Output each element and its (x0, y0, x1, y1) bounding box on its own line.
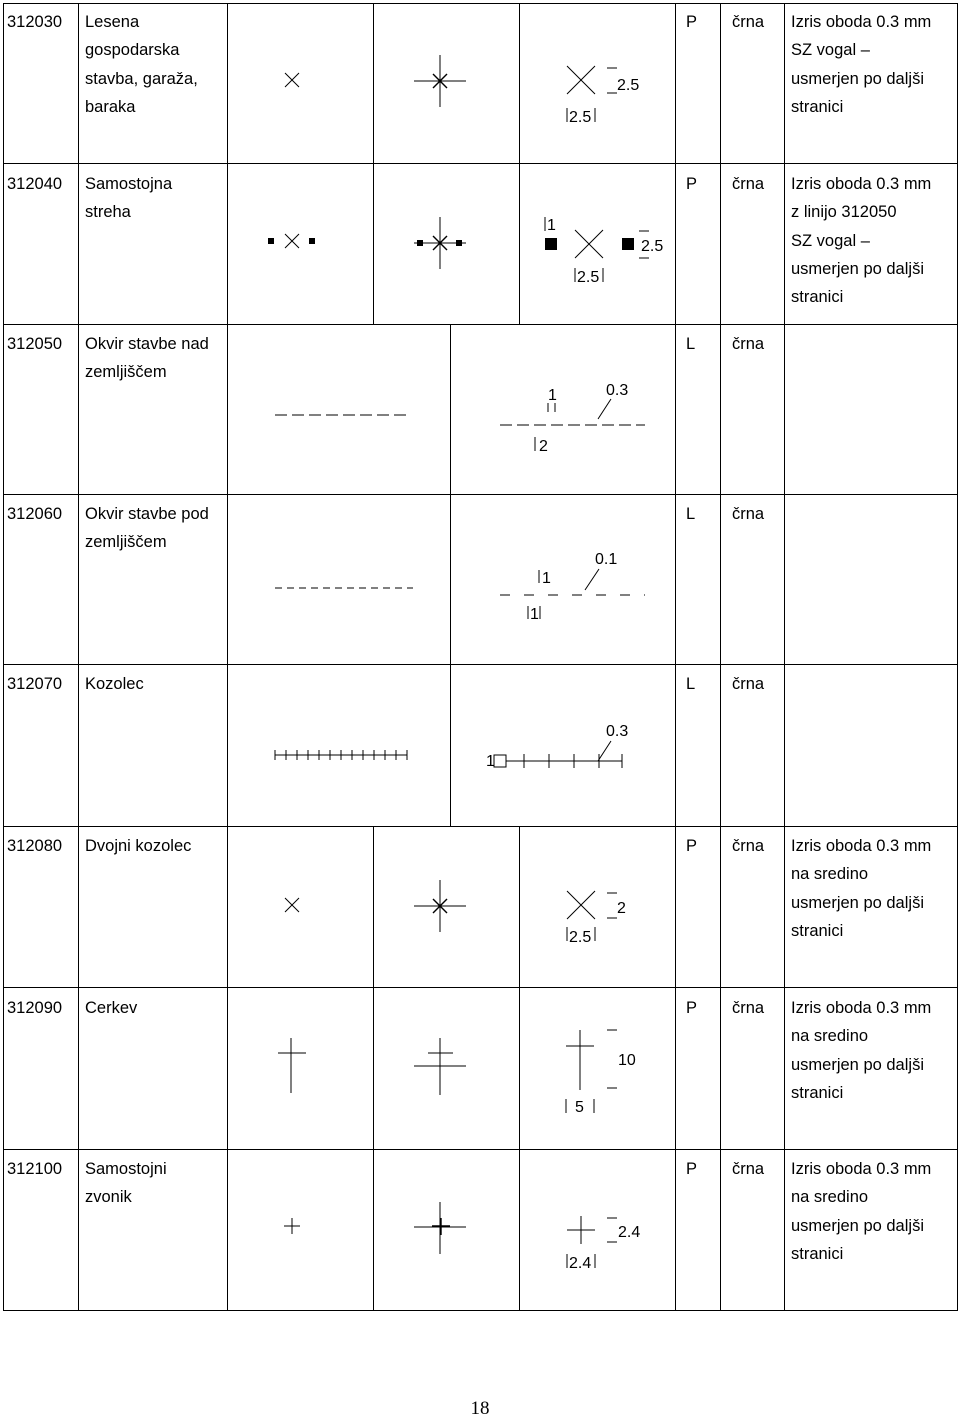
row-name: Samostojna streha (85, 175, 173, 222)
row-color: črna (732, 999, 765, 1017)
dimension-label: 0.1 (595, 551, 618, 568)
short-dashed-line-symbol (270, 578, 420, 598)
column-divider (227, 4, 228, 1310)
row-color: črna (732, 175, 765, 193)
row-note: Izris oboda 0.3 mm SZ vogal – usmerjen po daljši stranici (791, 13, 932, 116)
ticked-line-symbol (270, 745, 415, 765)
row-type: P (686, 1160, 698, 1178)
row-divider (4, 163, 957, 164)
row-code: 312040 (7, 175, 63, 193)
row-divider (4, 664, 957, 665)
row-name: Cerkev (85, 999, 138, 1017)
x-mark-with-squares-symbol (262, 222, 322, 262)
dimension-label: 2.4 (618, 1224, 641, 1241)
column-divider (450, 324, 451, 826)
column-divider (78, 4, 79, 1310)
row-color: črna (732, 13, 765, 31)
row-code: 312060 (7, 505, 63, 523)
column-divider (720, 4, 721, 1310)
column-divider (373, 826, 374, 1310)
dimension-label: 2.5 (577, 269, 600, 286)
row-type: P (686, 837, 698, 855)
row-code: 312070 (7, 675, 63, 693)
dimension-label: 1 (530, 606, 539, 623)
column-divider (373, 4, 374, 324)
row-name: Lesena gospodarska stavba, garaža, baraka (85, 13, 198, 116)
dimension-label: 1 (542, 570, 551, 587)
x-mark-symbol (270, 885, 310, 925)
short-dashed-line-dimensioned-symbol (495, 545, 655, 630)
row-code: 312100 (7, 1160, 63, 1178)
column-divider (519, 4, 520, 324)
dimension-label: 1 (486, 753, 495, 770)
row-type: L (686, 335, 696, 353)
row-code: 312080 (7, 837, 63, 855)
row-color: črna (732, 675, 765, 693)
dimension-label: 0.3 (606, 723, 629, 740)
dimension-label: 2.5 (641, 238, 664, 255)
row-name: Dvojni kozolec (85, 837, 192, 855)
row-divider (4, 987, 957, 988)
dimension-label: 10 (618, 1052, 636, 1069)
column-divider (519, 826, 520, 1310)
cross-church-dimensioned-symbol (555, 1022, 655, 1117)
row-divider (4, 324, 957, 325)
page-number: 18 (470, 1398, 490, 1419)
dashed-line-dimensioned-symbol (495, 375, 655, 460)
dimension-label: 2.5 (569, 929, 592, 946)
row-name: Kozolec (85, 675, 144, 693)
dimension-label: 2 (617, 900, 626, 917)
plus-mark-symbol (270, 1207, 310, 1247)
row-divider (4, 494, 957, 495)
row-divider (4, 1149, 957, 1150)
row-type: P (686, 175, 698, 193)
row-note: Izris oboda 0.3 mm na sredino usmerjen po daljši stranici (791, 837, 932, 940)
dimension-label: 1 (547, 217, 556, 234)
cross-church-with-crosshair-symbol (410, 1035, 470, 1100)
row-name: Okvir stavbe nad zemljiščem (85, 335, 209, 382)
x-mark-with-squares-dimensioned-symbol (535, 214, 665, 294)
x-mark-with-squares-crosshair-symbol (410, 212, 470, 272)
column-divider (675, 4, 676, 1310)
cross-church-symbol (270, 1035, 315, 1095)
row-name: Okvir stavbe pod zemljiščem (85, 505, 209, 552)
x-mark-symbol (270, 60, 310, 100)
ticked-line-dimensioned-symbol (480, 718, 640, 778)
row-name: Samostojni zvonik (85, 1160, 167, 1207)
row-type: L (686, 505, 696, 523)
row-type: P (686, 999, 698, 1017)
dashed-line-symbol (270, 405, 415, 425)
row-note: Izris oboda 0.3 mm na sredino usmerjen po daljši stranici (791, 999, 932, 1102)
row-code: 312050 (7, 335, 63, 353)
column-divider (784, 4, 785, 1310)
x-mark-with-crosshair-symbol (410, 50, 470, 110)
row-note: Izris oboda 0.3 mm na sredino usmerjen po daljši stranici (791, 1160, 932, 1263)
row-divider (4, 826, 957, 827)
row-color: črna (732, 837, 765, 855)
plus-mark-with-crosshair-symbol (410, 1197, 470, 1257)
dimension-label: 0.3 (606, 382, 629, 399)
dimension-label: 1 (548, 387, 557, 404)
x-mark-with-crosshair-symbol (410, 875, 470, 935)
dimension-label: 2.5 (569, 109, 592, 126)
row-color: črna (732, 335, 765, 353)
dimension-label: 2.4 (569, 1255, 592, 1272)
plus-mark-dimensioned-symbol (555, 1212, 655, 1277)
row-color: črna (732, 1160, 765, 1178)
dimension-label: 2 (539, 438, 548, 455)
x-mark-dimensioned-symbol (555, 60, 655, 130)
row-type: L (686, 675, 696, 693)
dimension-label: 5 (575, 1099, 584, 1116)
row-note: Izris oboda 0.3 mm z linijo 312050 SZ vogal – usmerjen po daljši stranici (791, 175, 932, 307)
row-color: črna (732, 505, 765, 523)
dimension-label: 2.5 (617, 77, 640, 94)
row-code: 312030 (7, 13, 63, 31)
row-code: 312090 (7, 999, 63, 1017)
row-type: P (686, 13, 698, 31)
x-mark-dimensioned-symbol (555, 885, 655, 955)
